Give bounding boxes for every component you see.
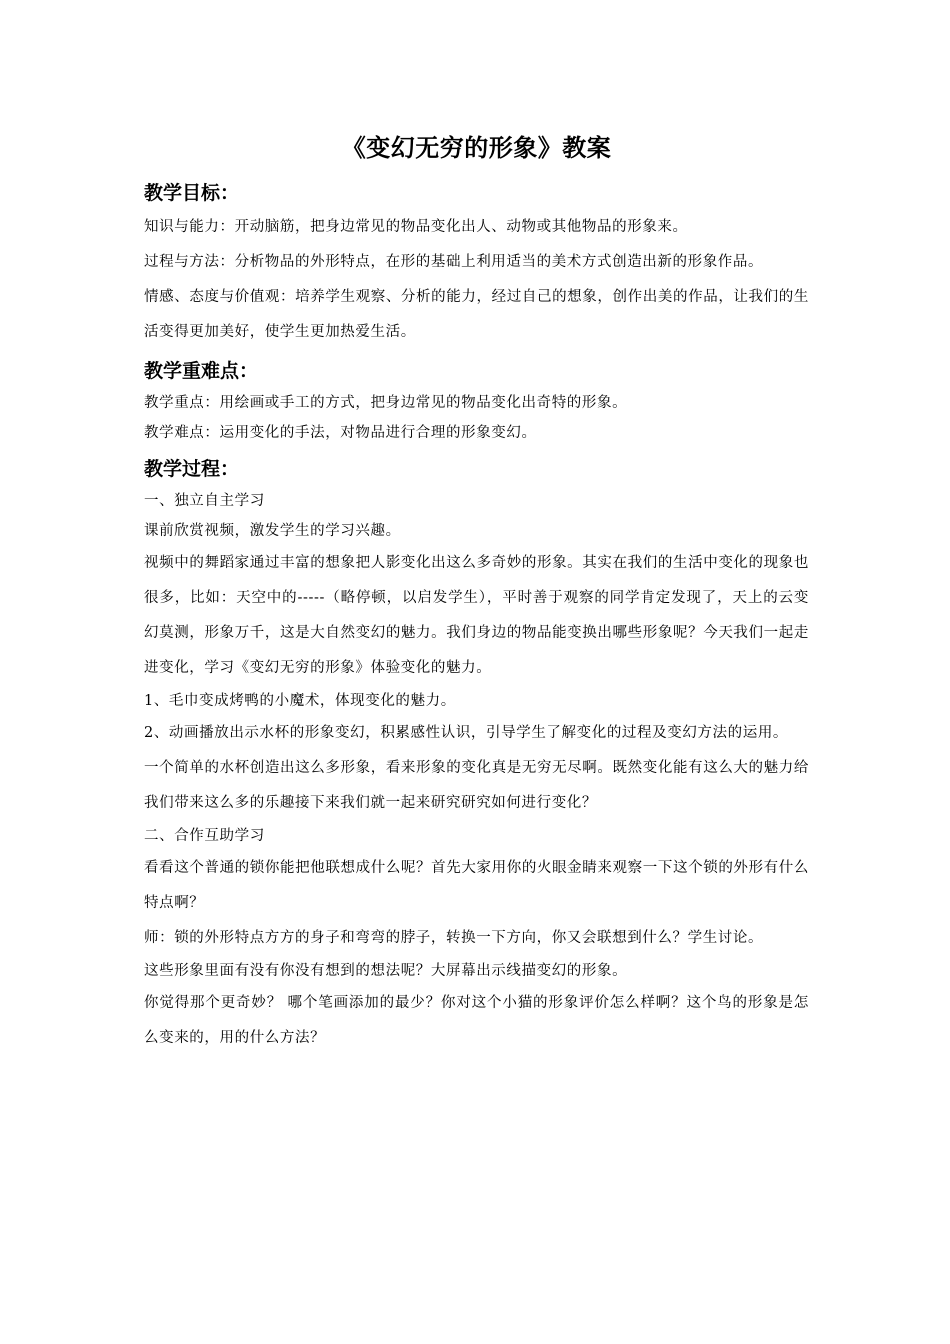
section-heading-goals: 教学目标： (144, 182, 240, 204)
section-difficulties (144, 358, 809, 448)
process-paragraph: 这些形象里面有没有你没有想到的想法呢？大屏幕出示线描变幻的形象。 (144, 963, 628, 979)
goal-knowledge: 知识与能力：开动脑筋，把身边常见的物品变化出人、动物或其他物品的形象来。 (144, 219, 688, 235)
process-paragraph: 师：锁的外形特点方方的身子和弯弯的脖子，转换一下方向，你又会联想到什么？学生讨论。 (144, 930, 764, 946)
difficult-point: 教学难点：运用变化的手法，对物品进行合理的形象变幻。 (144, 425, 537, 441)
process-paragraph: 一个简单的水杯创造出这么多形象，看来形象的变化真是无穷无尽啊。既然变化能有这么大的魅力给我们带来这么多的乐趣接下来我们就一起来研究研究如何进行变化？ (144, 760, 809, 811)
section-heading-process: 教学过程： (144, 458, 240, 480)
process-paragraph: 课前欣赏视频，激发学生的学习兴趣。 (144, 523, 401, 539)
goal-process: 过程与方法：分析物品的外形特点，在形的基础上利用适当的美术方式创造出新的形象作品。 (144, 254, 764, 270)
process-step-heading-1: 一、独立自主学习 (144, 493, 265, 509)
process-paragraph: 2、动画播放出示水杯的形象变幻，积累感性认识，引导学生了解变化的过程及变幻方法的运用。 (144, 725, 789, 741)
process-paragraph: 视频中的舞蹈家通过丰富的想象把人影变化出这么多奇妙的形象。其实在我们的生活中变化的现象也很多，比如：天空中的-----（略停顿，以启发学生），平时善于观察的同学肯定发现了，天上的云变幻莫测，形象万千，这是大自然变幻的魅力。我们身边的物品能变换出哪些形象呢？今天我们一起走进变化，学习《变幻无穷的形象》体验变化的魅力。 (144, 555, 809, 676)
section-process (144, 456, 809, 1056)
section-heading-difficulties: 教学重难点： (144, 360, 259, 382)
key-point: 教学重点：用绘画或手工的方式，把身边常见的物品变化出奇特的形象。 (144, 395, 628, 411)
process-paragraph: 你觉得那个更奇妙？ 哪个笔画添加的最少？你对这个小猫的形象评价怎么样啊？这个鸟的形象是怎么变来的，用的什么方法？ (144, 995, 809, 1046)
process-step-heading-2: 二、合作互助学习 (144, 828, 265, 844)
process-paragraph: 看看这个普通的锁你能把他联想成什么呢？首先大家用你的火眼金睛来观察一下这个锁的外形有什么特点啊？ (144, 860, 809, 911)
section-goals (144, 180, 809, 350)
document-title: 《变幻无穷的形象》教案 (341, 134, 612, 162)
process-paragraph: 1、毛巾变成烤鸭的小魔术，体现变化的魅力。 (144, 693, 456, 709)
goal-attitude: 情感、态度与价值观：培养学生观察、分析的能力，经过自己的想象，创作出美的作品，让我们的生活变得更加美好，使学生更加热爱生活。 (144, 289, 809, 340)
document-page (144, 128, 809, 1056)
